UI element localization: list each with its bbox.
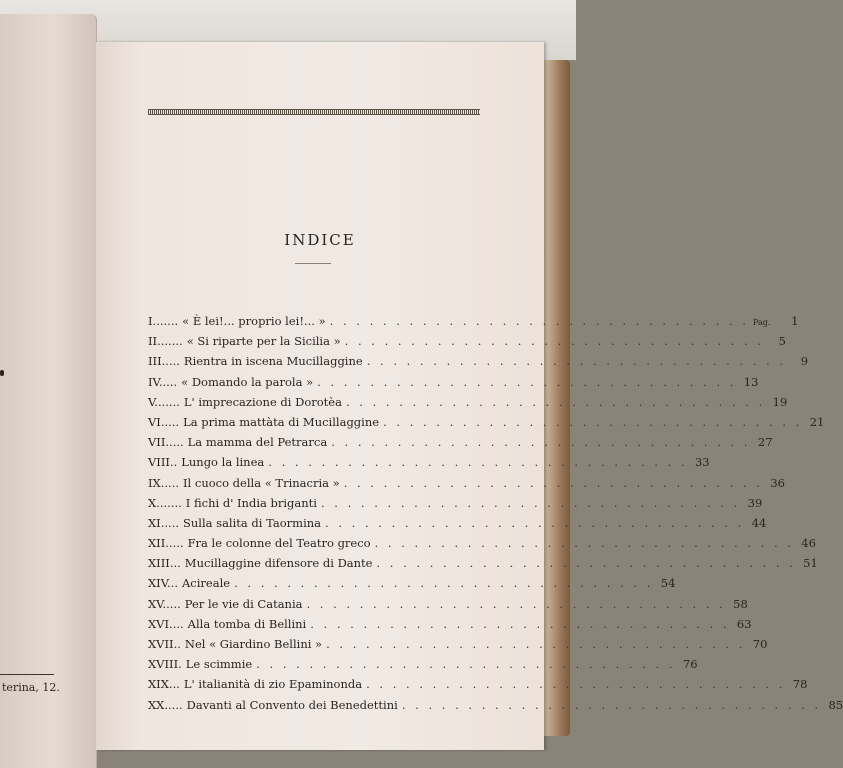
list-item [148, 414, 825, 435]
dot-leader: . . . . . . . . . . . . . . . . . . . . . . . . . . . . . . . . [310, 616, 730, 631]
list-item [148, 697, 843, 718]
chapter-number: I....... [148, 314, 179, 328]
list-item [148, 515, 767, 536]
list-item [148, 455, 710, 475]
chapter-title: Lungo la linea [181, 455, 265, 470]
chapter-number: VI..... [148, 414, 180, 429]
page-number: 9 [800, 354, 809, 369]
chapter-number: IX..... [148, 475, 180, 490]
page-number: 51 [803, 556, 818, 571]
chapter-number: XVII.. [148, 637, 181, 651]
list-item [148, 475, 785, 496]
list-item [148, 334, 786, 354]
page-number: 85 [828, 697, 843, 712]
chapter-title: Le scimmie [185, 657, 253, 672]
page-number: 36 [770, 475, 785, 490]
chapter-title: I fichi d' India briganti [185, 495, 317, 510]
ink-mark [0, 370, 4, 376]
list-item [148, 596, 748, 617]
dot-leader: . . . . . . . . . . . . . . . . . . . . . . . . . . . . . . . . [383, 414, 803, 429]
list-item [148, 435, 773, 455]
dot-leader: . . . . . . . . . . . . . . . . . . . . . . . . . . . . . . . . [329, 314, 749, 328]
chapter-number: XIV... [148, 576, 178, 591]
dot-leader: . . . . . . . . . . . . . . . . . . . . . . . . . . . . . . . . [320, 495, 741, 510]
title-underline [295, 263, 331, 264]
chapter-title: Il cuoco della « Trinacria » [183, 475, 340, 490]
dot-leader: . . . . . . . . . . . . . . . . . . . . . . . . . . . . . . . . [366, 354, 787, 369]
chapter-number: VII..... [148, 435, 184, 450]
dot-leader: . . . . . . . . . . . . . . . . . . . . . . . . . . . . . . . . [331, 435, 751, 450]
page-number: 13 [743, 374, 759, 389]
chapter-number: III..... [148, 354, 180, 369]
dot-leader: . . . . . . . . . . . . . . . . . . . . . . . . . . . . . . . . [306, 596, 726, 611]
chapter-number: XVIII. [148, 657, 182, 672]
page-number: 63 [736, 616, 752, 631]
left-page-footer-text: terina, 12. [2, 681, 60, 694]
ornamental-rule [148, 109, 480, 115]
list-item [148, 657, 698, 677]
chapter-title: Mucillaggine difensore di Dante [184, 556, 373, 571]
page-number: 76 [682, 657, 698, 672]
page-number: 44 [751, 515, 767, 530]
chapter-number: XII..... [148, 536, 184, 551]
list-item [148, 536, 816, 556]
chapter-title: Fra le colonne del Teatro greco [187, 536, 371, 551]
chapter-title: La mamma del Petrarca [187, 435, 328, 450]
dot-leader: . . . . . . . . . . . . . . . . . . . . . . . . . . . . . . . . [374, 536, 794, 551]
dot-leader: . . . . . . . . . . . . . . . . . . . . . . . . . . . . . . . . [326, 637, 746, 651]
list-item [148, 354, 809, 374]
list-item [148, 314, 799, 334]
dot-leader: . . . . . . . . . . . . . . . . . . . . . . . . . . . . . . . . [401, 697, 822, 712]
list-item [148, 637, 768, 657]
chapter-number: XIX... [148, 677, 180, 692]
list-item [148, 394, 788, 415]
list-item [148, 495, 763, 516]
chapter-title: Rientra in iscena Mucillaggine [183, 354, 363, 369]
list-item [148, 374, 759, 395]
list-item [148, 556, 818, 576]
chapter-number: XI..... [148, 515, 180, 530]
chapter-title: « Si riparte per la Sicilia » [186, 334, 341, 349]
list-item [148, 576, 676, 596]
chapter-title: Acireale [182, 576, 231, 591]
chapter-title: Davanti al Convento dei Benedettini [186, 697, 398, 712]
chapter-number: X....... [148, 495, 182, 510]
dot-leader: . . . . . . . . . . . . . . . . . . . . . . . . . . . . . . . . [268, 455, 688, 470]
dot-leader: . . . . . . . . . . . . . . . . . . . . . . . . . . . . . . . . [325, 515, 745, 530]
dot-leader: . . . . . . . . . . . . . . . . . . . . . . . . . . . . . . . . [317, 374, 737, 389]
list-item [148, 616, 752, 637]
chapter-number: XX..... [148, 697, 183, 712]
left-page [0, 14, 97, 768]
chapter-number: XV..... [148, 596, 181, 611]
chapter-title: Per le vie di Catania [184, 596, 303, 611]
chapter-number: VIII.. [148, 455, 178, 470]
page-number: 1 [791, 314, 799, 328]
page-number: 46 [801, 536, 816, 551]
table-of-contents [148, 314, 843, 718]
chapter-title: Nel « Giardino Bellini » [184, 637, 323, 651]
page-number: 70 [752, 637, 768, 651]
chapter-title: L' italianità di zio Epaminonda [183, 677, 363, 692]
dot-leader: . . . . . . . . . . . . . . . . . . . . . . . . . . . . . . . . [366, 677, 786, 692]
footer-rule [0, 674, 54, 675]
chapter-title: « È lei!... proprio lei!... » [182, 314, 326, 328]
dot-leader: . . . . . . . . . . . . . . . . . . . . . . . . . . . . . . . . [344, 334, 764, 349]
chapter-number: XIII... [148, 556, 181, 571]
chapter-title: La prima mattàta di Mucillaggine [183, 414, 380, 429]
dot-leader: . . . . . . . . . . . . . . . . . . . . . . . . . . . . . . . . [256, 657, 676, 672]
page-number: 54 [660, 576, 676, 591]
chapter-title: Sulla salita di Taormina [183, 515, 322, 530]
page-number: 27 [757, 435, 773, 450]
page-number: 33 [694, 455, 710, 470]
chapter-title: « Domando la parola » [181, 374, 314, 389]
dot-leader: . . . . . . . . . . . . . . . . . . . . . . . . . . . . . . . . [234, 576, 654, 591]
page-number: 39 [747, 495, 763, 510]
index-title: INDICE [284, 231, 356, 249]
chapter-number: V....... [148, 394, 180, 409]
page-number: 5 [778, 334, 786, 349]
chapter-title: L' imprecazione di Dorotèa [183, 394, 342, 409]
dot-leader: . . . . . . . . . . . . . . . . . . . . . . . . . . . . . . . . [345, 394, 766, 409]
page-number: 19 [772, 394, 788, 409]
page-number: 78 [792, 677, 808, 692]
chapter-number: IV..... [148, 374, 178, 389]
page-number: 21 [809, 414, 825, 429]
page-number: 58 [733, 596, 748, 611]
chapter-number: XVI.... [148, 616, 184, 631]
page-abbrev: Pag. [752, 318, 771, 327]
chapter-number: II....... [148, 334, 183, 349]
dot-leader: . . . . . . . . . . . . . . . . . . . . . . . . . . . . . . . . [343, 475, 763, 490]
index-page [96, 42, 843, 750]
chapter-title: Alla tomba di Bellini [187, 616, 307, 631]
list-item [148, 677, 808, 697]
dot-leader: . . . . . . . . . . . . . . . . . . . . . . . . . . . . . . . . [376, 556, 796, 571]
